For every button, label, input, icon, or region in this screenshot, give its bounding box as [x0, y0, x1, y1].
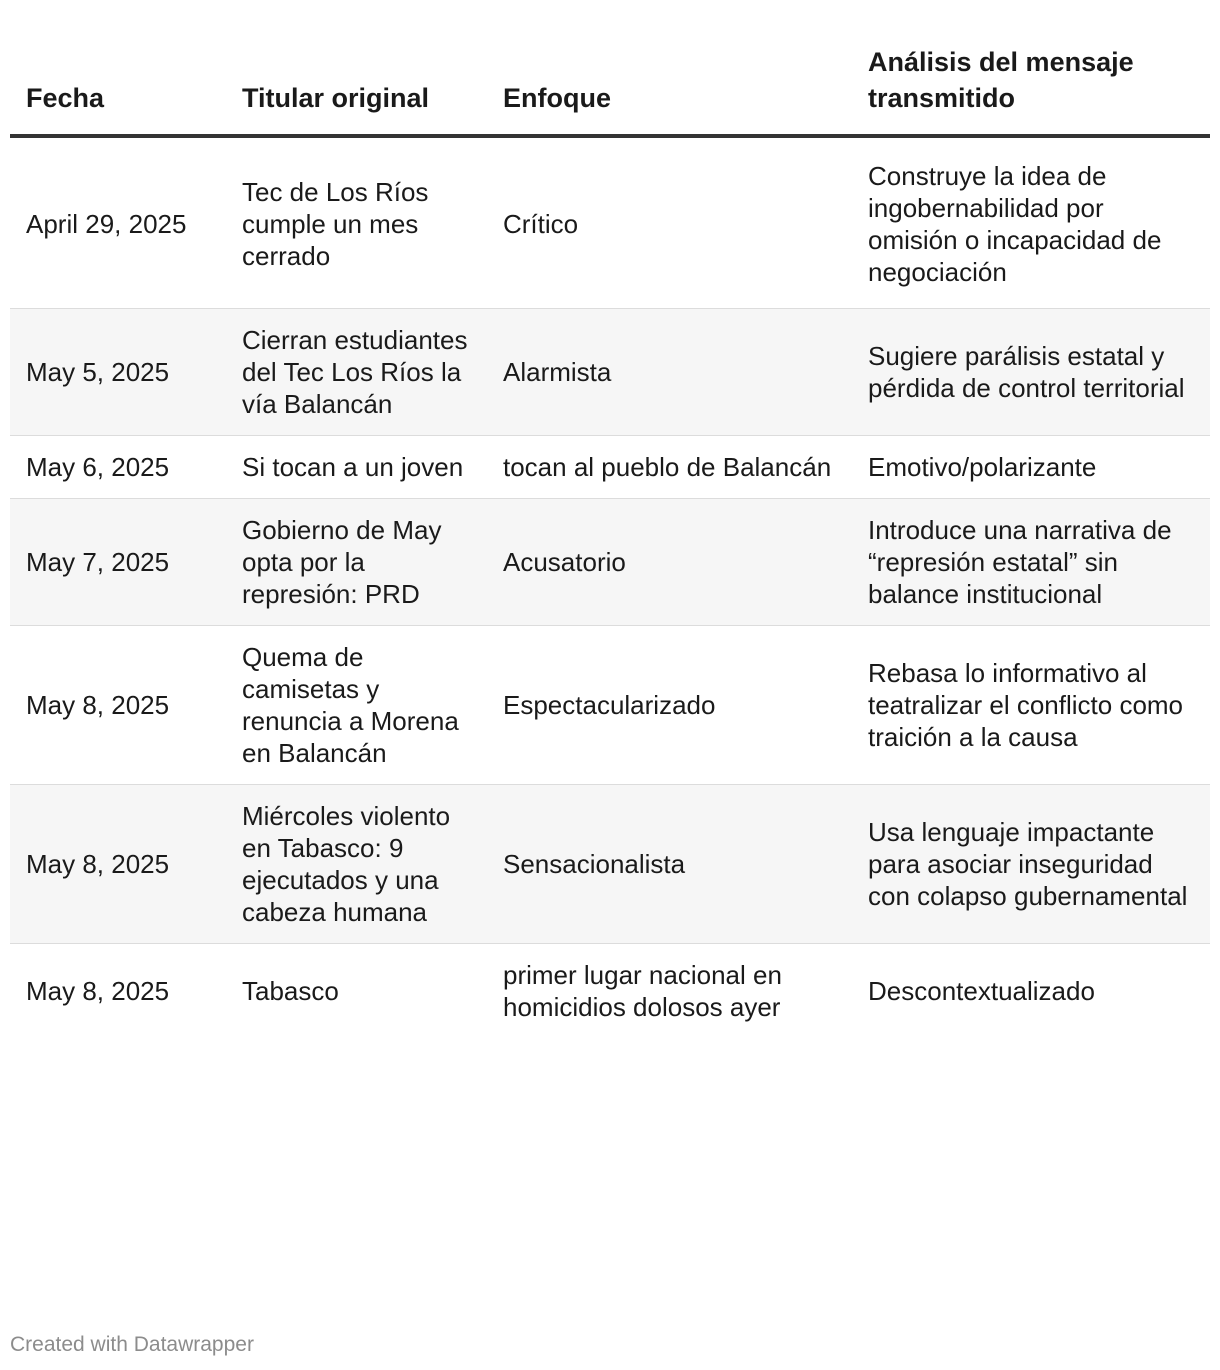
cell-enfoque: primer lugar nacional en homicidios dolosos ayer — [503, 960, 782, 1022]
cell-enfoque: Espectacularizado — [487, 626, 852, 785]
data-table — [10, 0, 1210, 1038]
cell-enfoque: Alarmista — [487, 309, 852, 436]
cell-titular: Tabasco — [242, 976, 339, 1006]
header-enfoque[interactable]: Enfoque — [487, 0, 852, 136]
cell-fecha: May 7, 2025 — [10, 499, 226, 626]
cell-analisis: Usa lenguaje impactante para asociar inseguridad con colapso gubernamental — [852, 785, 1210, 944]
cell-enfoque: tocan al pueblo de Balancán — [487, 436, 852, 499]
cell-titular: Miércoles violento en Tabasco: 9 ejecutados y una cabeza humana — [226, 785, 487, 944]
footer-credit[interactable]: Created with Datawrapper — [10, 1333, 254, 1356]
header-titular[interactable]: Titular original — [226, 0, 487, 136]
header-fecha[interactable]: Fecha — [10, 0, 226, 136]
cell-enfoque: Acusatorio — [487, 499, 852, 626]
cell-fecha: May 8, 2025 — [10, 626, 226, 785]
cell-titular: Cierran estudiantes del Tec Los Ríos la vía Balancán — [226, 309, 487, 436]
cell-analisis: Introduce una narrativa de “represión estatal” sin balance institucional — [852, 499, 1210, 626]
cell-fecha: April 29, 2025 — [10, 136, 226, 309]
table-row — [10, 944, 1210, 1039]
cell-titular: Gobierno de May opta por la represión: PRD — [226, 499, 487, 626]
table-row — [10, 136, 1210, 309]
table-row — [10, 499, 1210, 626]
cell-fecha: May 8, 2025 — [26, 976, 170, 1006]
table-row — [10, 309, 1210, 436]
cell-fecha: May 6, 2025 — [10, 436, 226, 499]
cell-analisis: Rebasa lo informativo al teatralizar el conflicto como traición a la causa — [852, 626, 1210, 785]
header-analisis[interactable]: Análisis del mensaje transmitido — [852, 0, 1210, 136]
cell-analisis: Descontextualizado — [868, 976, 1095, 1006]
header-row — [10, 0, 1210, 136]
cell-titular: Quema de camisetas y renuncia a Morena en Balancán — [226, 626, 487, 785]
table-row — [10, 785, 1210, 944]
table-row — [10, 436, 1210, 499]
cell-analisis: Emotivo/polarizante — [852, 436, 1210, 499]
cell-titular: Si tocan a un joven — [226, 436, 487, 499]
cell-fecha: May 5, 2025 — [10, 309, 226, 436]
table-container — [10, 0, 1210, 1038]
cell-enfoque: Crítico — [487, 136, 852, 309]
cell-titular: Tec de Los Ríos cumple un mes cerrado — [226, 136, 487, 309]
cell-analisis: Sugiere parálisis estatal y pérdida de control territorial — [852, 309, 1210, 436]
cell-fecha: May 8, 2025 — [10, 785, 226, 944]
cell-analisis: Construye la idea de ingobernabilidad por omisión o incapacidad de negociación — [852, 136, 1210, 309]
cell-enfoque: Sensacionalista — [487, 785, 852, 944]
table-row — [10, 626, 1210, 785]
